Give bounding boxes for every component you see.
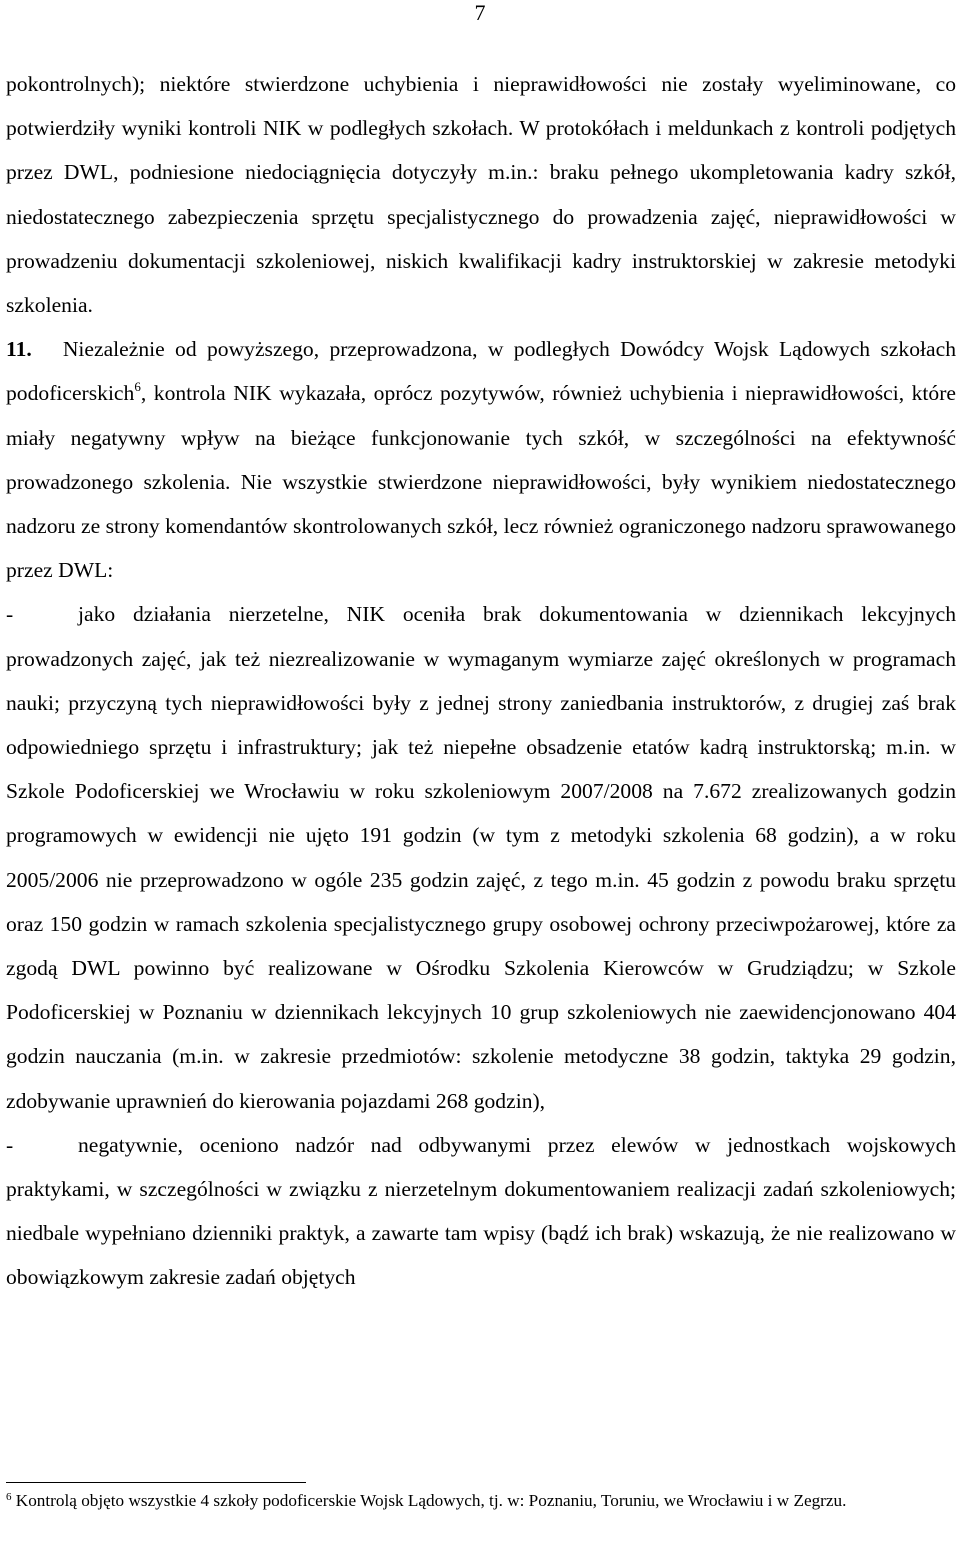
footnote-number: 6 [6,1491,12,1503]
paragraph-continuation: pokontrolnych); niektóre stwierdzone uchybienia i nieprawidłowości nie zostały wyeliminowane, co potwierdziły wyniki kontroli NIK w podległych szkołach. W protokółach i meldunkach z kontroli podjętych przez DWL, podniesione niedociągnięcia dotyczyły m.in.: braku pełnego ukompletowania kadry szkół, niedostatecznego zabezpieczenia sprzętu specjalistycznego do prowadzenia zajęć, nieprawidłowości w prowadzeniu dokumentacji szkoleniowej, niskich kwalifikacji kadry instruktorskiej w zakresie metodyki szkolenia. [6,72,956,318]
dash-list-item-1-text: jako działania nierzetelne, NIK oceniła brak dokumentowania w dziennikach lekcyjnych prowadzonych zajęć, jak też niezrealizowanie w wymaganym wymiarze zajęć określonych w programach nauki; przyczyną tych nieprawidłowości były z jednej strony zaniedbania instruktorów, z drugiej zaś brak odpowiedniego sprzętu i infrastruktury; jak też niepełne obsadzenie etatów kadrą instruktorską; m.in. w Szkole Podoficerskiej we Wrocławiu w roku szkoleniowym 2007/2008 na 7.672 zrealizowanych godzin programowych w ewidencji nie ujęto 191 godzin (w tym z metodyki szkolenia 68 godzin), a w roku 2005/2006 nie przeprowadzono w ogóle 235 godzin zajęć, z tego m.in. 45 godzin z powodu braku sprzętu oraz 150 godzin w ramach szkolenia specjalistycznego grupy osobowej ochrony przeciwpożarowej, które za zgodą DWL powinno być realizowane w Ośrodku Szkolenia Kierowców w Grudziądzu; w Szkole Podoficerskiej w Poznaniu w dziennikach lekcyjnych 10 grup szkoleniowych nie zaewidencjonowano 404 godzin nauczania (m.in. w zakresie przedmiotów: szkolenie metodyczne 38 godzin, taktyka 29 godzin, zdobywanie uprawnień do kierowania pojazdami 268 godzin), [6,602,956,1113]
footnote [6,1489,956,1512]
page-number: 7 [474,0,486,25]
dash-list-item-1 [6,592,956,1122]
paragraph-number: 11. [6,337,32,362]
paragraph-11 [6,327,956,592]
dash-list-item-2-text: negatywnie, oceniono nadzór nad odbywanymi przez elewów w jednostkach wojskowych praktykami, w szczególności w związku z nierzetelnym dokumentowaniem realizacji zadań szkoleniowych; niedbale wypełniano dzienniki praktyk, a zawarte tam wpisy (bądź ich brak) wskazują, że nie realizowano w obowiązkowym zakresie zadań objętych [6,1132,956,1290]
footnote-reference: 6 [134,379,141,395]
body-text [6,62,956,1300]
dash-marker: - [6,602,14,627]
footnote-separator [6,1482,306,1483]
dash-marker: - [6,1132,14,1157]
paragraph-11-text-part1: Niezależnie od powyższego, przeprowadzona, w podległych Dowódcy Wojsk Lądowych szkołach podoficerskich [6,337,956,406]
footnote-text: Kontrolą objęto wszystkie 4 szkoły podoficerskie Wojsk Lądowych, tj. w: Poznaniu, Toruniu, we Wrocławiu i w Zegrzu. [11,1491,847,1510]
paragraph-11-text-part2: , kontrola NIK wykazała, oprócz pozytywów, również uchybienia i nieprawidłowości, które miały negatywny wpływ na bieżące funkcjonowanie tych szkół, w szczególności na efektywność prowadzonego szkolenia. Nie wszystkie stwierdzone nieprawidłowości, były wynikiem niedostatecznego nadzoru ze strony komendantów skontrolowanych szkół, lecz również ograniczonego nadzoru sprawowanego przez DWL: [6,381,956,583]
dash-list-item-2 [6,1123,956,1300]
